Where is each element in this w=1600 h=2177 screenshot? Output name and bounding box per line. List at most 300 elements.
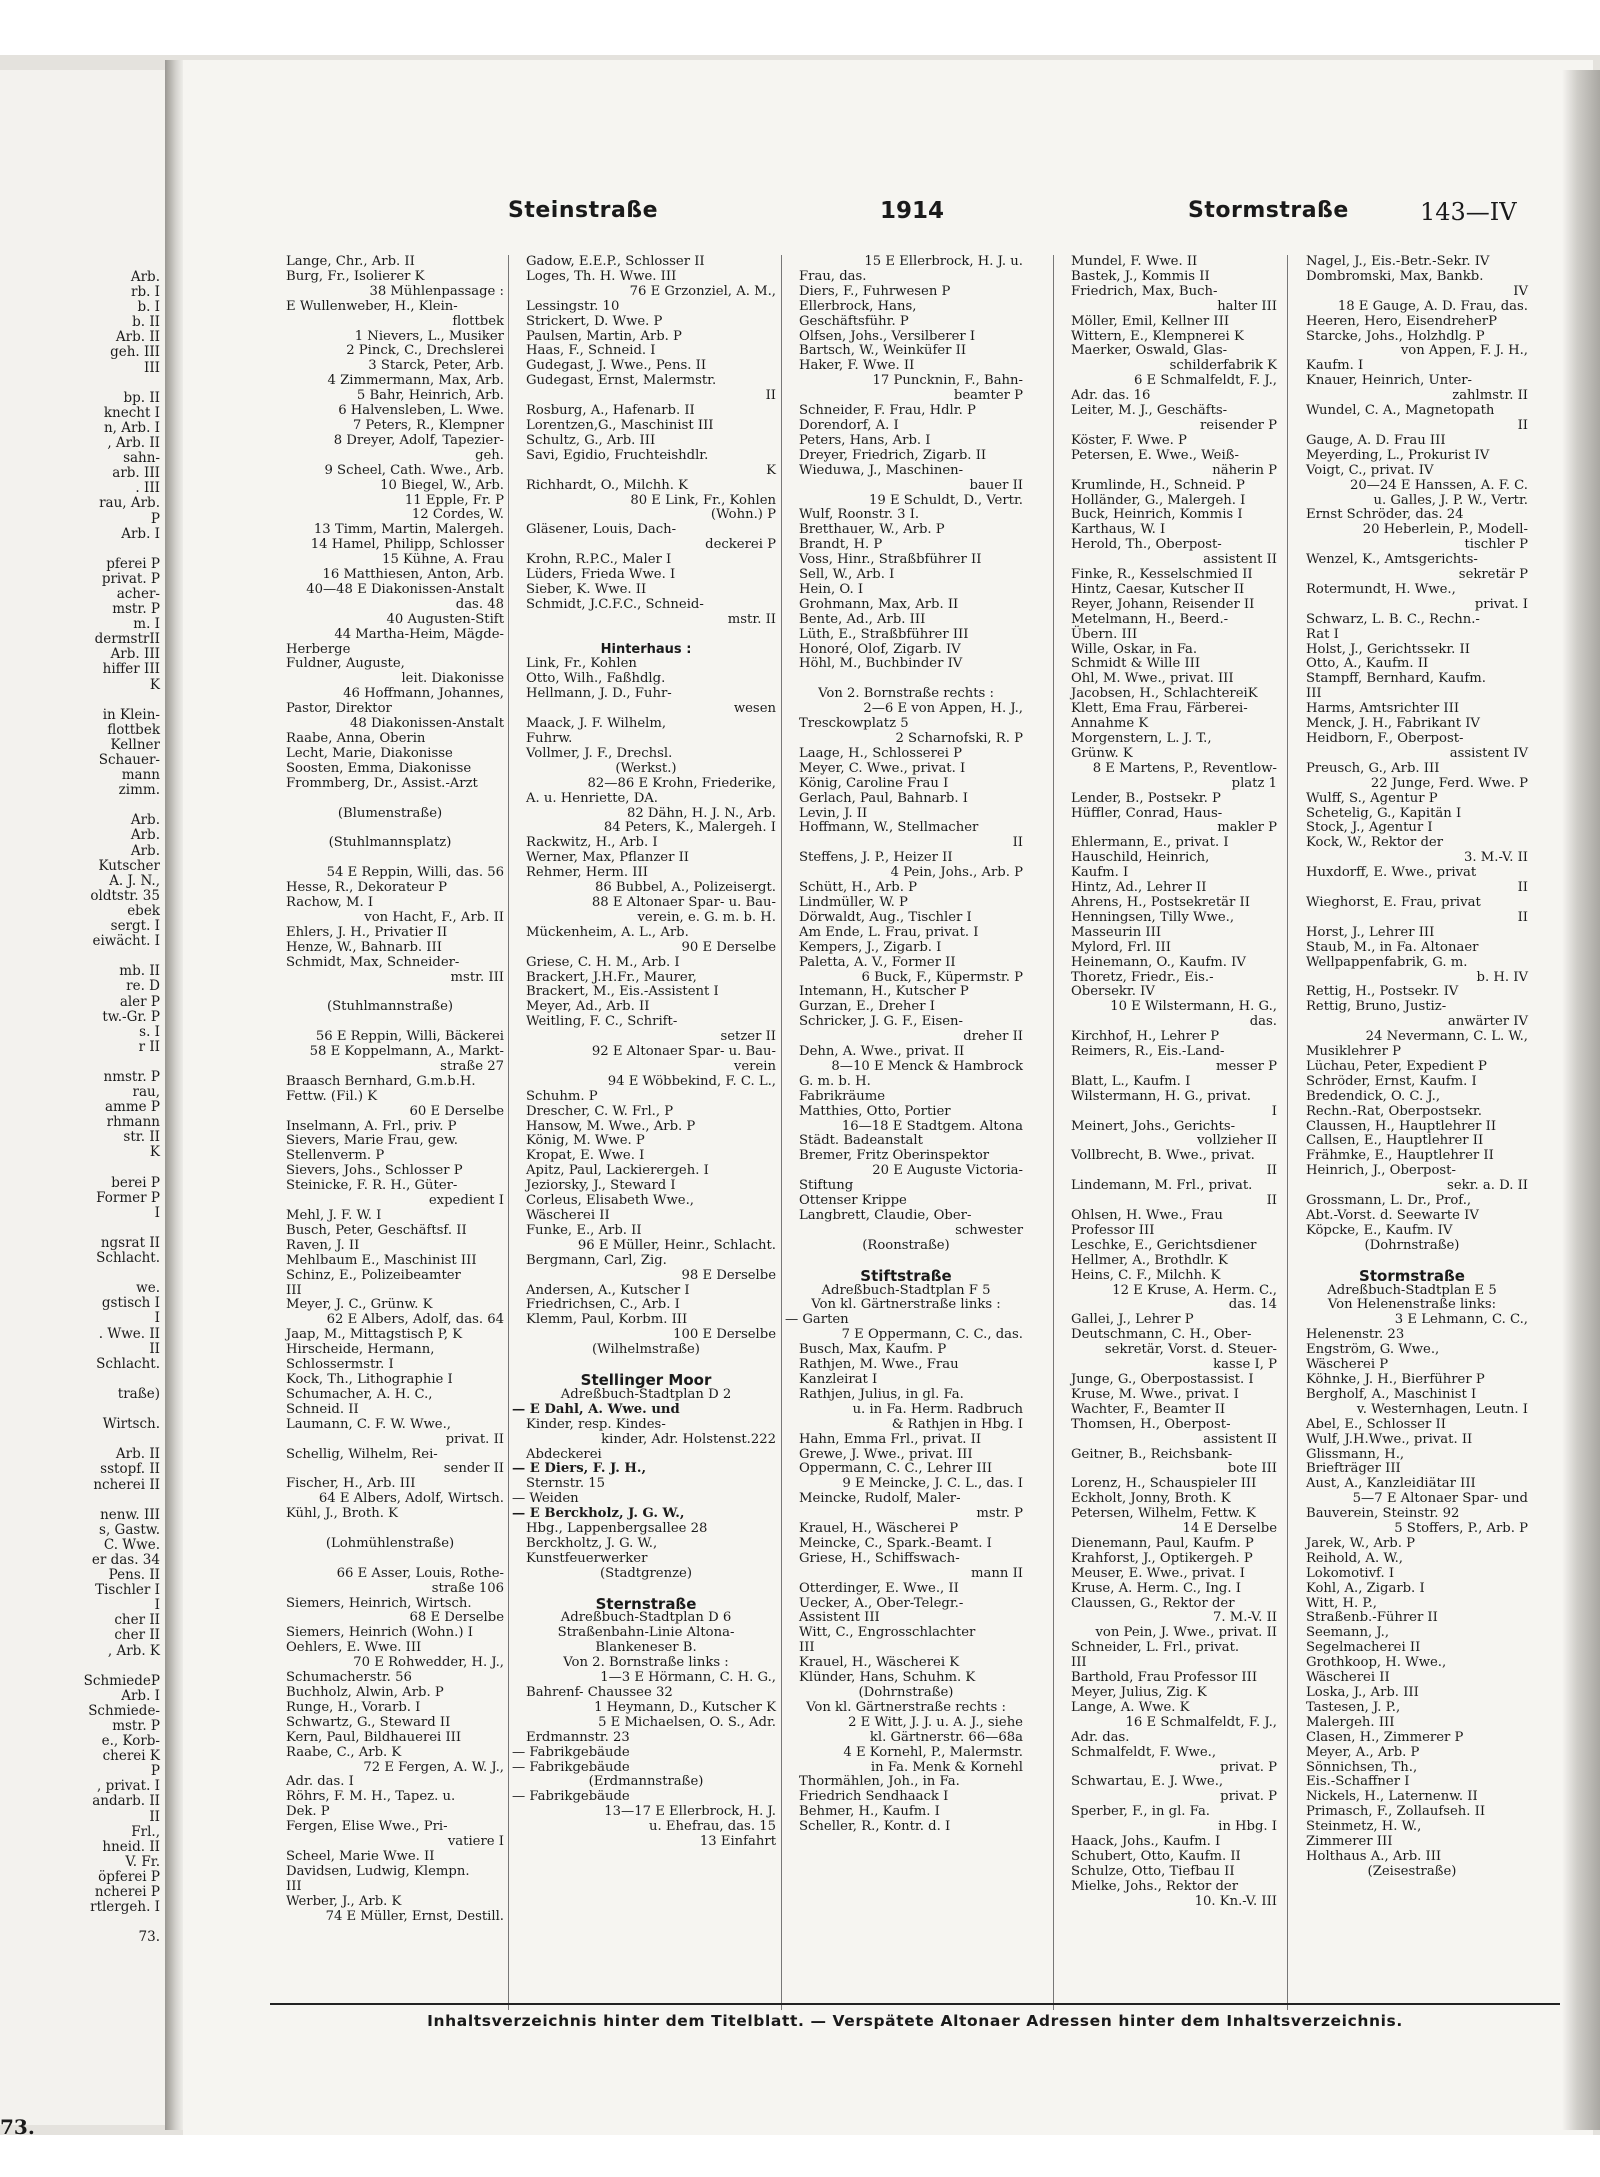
left-page-line: SchmiedeP (83, 1672, 160, 1689)
street-subheading: (Stuhlmannstraße) (326, 999, 454, 1015)
left-page-line: rau, (132, 1084, 160, 1101)
directory-entry-line: Diers, F., Fuhrwesen P (799, 283, 951, 299)
directory-entry-line: privat. P (1220, 1789, 1277, 1805)
left-page-line: flottbek (107, 721, 160, 738)
left-page-line: II (149, 1340, 160, 1357)
directory-entry-line: Heeren, Hero, EisendreherP (1306, 313, 1497, 329)
directory-entry-line: Straßenb.-Führer II (1306, 1610, 1438, 1626)
directory-entry-line: 6 Halvensleben, L. Wwe. (338, 403, 504, 419)
left-page-line (0, 1432, 160, 1447)
directory-entry-line: Möller, Emil, Kellner III (1071, 313, 1230, 329)
directory-entry-line: Wieghorst, E. Frau, privat (1306, 894, 1481, 910)
directory-entry-line: Fabrikräume (799, 1088, 886, 1104)
directory-entry-line: Wäscherei P (1306, 1357, 1389, 1373)
directory-entry-line: 16—18 E Stadtgem. Altona (841, 1118, 1023, 1134)
directory-entry-line: III (1071, 1655, 1087, 1671)
directory-entry-line: sekretär, Vorst. d. Steuer- (1104, 1342, 1277, 1358)
directory-entry-line: Röhrs, F. M. H., Tapez. u. (286, 1789, 456, 1805)
left-page-line (0, 1915, 160, 1930)
directory-entry-line: Brackert, J.H.Fr., Maurer, (526, 969, 697, 985)
directory-entry-line: Metelmann, H., Beerd.- (1071, 611, 1229, 627)
directory-entry-line: Dreyer, Friedrich, Zigarb. II (799, 447, 987, 463)
directory-entry-line: 98 E Derselbe (681, 1267, 776, 1283)
left-page-line: Schlacht. (96, 1250, 160, 1267)
directory-entry-line: Knauer, Heinrich, Unter- (1306, 373, 1473, 389)
left-page-line (0, 1221, 160, 1236)
directory-entry-line: Schinz, E., Polizeibeamter (286, 1267, 461, 1283)
directory-entry-line: Sell, W., Arb. I (799, 567, 895, 583)
directory-entry-line: Jarek, W., Arb. P (1306, 1535, 1415, 1551)
left-page-line: traße) (117, 1385, 160, 1402)
directory-entry-line: Lorenz, H., Schauspieler III (1071, 1476, 1257, 1492)
directory-entry-line: Raabe, C., Arb. K (286, 1744, 402, 1760)
directory-entry-line: Loska, J., Arb. III (1306, 1685, 1419, 1700)
directory-entry-line: halter III (1217, 298, 1277, 314)
street-subheading: Adreßbuch-Stadtplan E 5 (1327, 1282, 1497, 1298)
directory-entry-line: Am Ende, L. Frau, privat. I (799, 924, 979, 940)
left-page-line (0, 1266, 160, 1281)
directory-entry-line: Meinert, Johs., Gerichts- (1071, 1118, 1236, 1134)
directory-entry-line: kasse I, P (1213, 1357, 1277, 1373)
directory-entry-line: Tresckowplatz 5 (799, 716, 909, 732)
directory-entry-line: Raabe, Anna, Oberin (286, 731, 426, 746)
left-page-line: sahn- (123, 450, 160, 467)
left-page-line: Arb. (130, 269, 160, 285)
directory-entry-line: Leiter, M. J., Geschäfts- (1071, 403, 1228, 419)
directory-entry-line: — E Berckholz, J. G. W., (512, 1506, 685, 1522)
directory-entry-line: Barthold, Frau Professor III (1071, 1670, 1258, 1686)
left-page-line: knecht I (103, 404, 160, 421)
directory-entry-line: Inselmann, A. Frl., priv. P (286, 1118, 457, 1134)
directory-entry-line: Fettw. (Fil.) K (286, 1088, 378, 1104)
directory-entry-line: beamter P (953, 388, 1023, 404)
directory-entry-line: A. u. Henriette, DA. (526, 790, 658, 806)
street-subheading: (Blumenstraße) (337, 805, 443, 821)
directory-entry-line: Dombromski, Max, Bankb. (1306, 268, 1484, 284)
directory-entry-line: Schwarz, L. B. C., Rechn.- (1306, 611, 1480, 627)
street-subheading: Adreßbuch-Stadtplan D 6 (560, 1610, 732, 1626)
directory-entry-line: Griese, C. H. M., Arb. I (526, 954, 680, 970)
left-page-line: re. D (126, 978, 160, 995)
directory-entry-line: schwester (955, 1222, 1023, 1238)
directory-entry-line: 3. M.-V. II (1464, 850, 1528, 866)
directory-entry-line: 11 Epple, Fr. P (404, 492, 504, 508)
directory-entry-line: 96 E Müller, Heinr., Schlacht. (577, 1237, 776, 1253)
directory-entry-line: Hansow, M. Wwe., Arb. P (526, 1118, 696, 1134)
directory-entry-line: Wäscherei II (1306, 1670, 1390, 1686)
street-subheading: (Roonstraße) (862, 1237, 950, 1253)
book-gutter (165, 60, 183, 2130)
left-page-line: cher II (114, 1612, 160, 1629)
directory-entry-line: Siemers, Heinrich, Wirtsch. (286, 1595, 472, 1611)
left-page-line: andarb. II (92, 1793, 160, 1810)
directory-entry-line: Harms, Amtsrichter III (1306, 701, 1460, 717)
directory-entry-line: Lindemann, M. Frl., privat. (1071, 1178, 1253, 1194)
left-page-line: Arb. II (115, 329, 160, 346)
left-page-line: s, Gastw. (99, 1521, 160, 1538)
directory-entry-line: 18 E Gauge, A. D. Frau, das. (1337, 298, 1528, 314)
directory-entry-line: Schumacher, A. H. C., (286, 1386, 433, 1402)
left-page-line: I (154, 1310, 160, 1327)
directory-entry-line: 8—10 E Menck & Hambrock (831, 1058, 1023, 1074)
directory-entry-line: Intemann, H., Kutscher P (799, 984, 969, 1000)
left-page-line: Schlacht. (96, 1355, 160, 1372)
directory-entry-line: Staub, M., in Fa. Altonaer (1306, 939, 1479, 955)
left-page-line: V. Fr. (125, 1853, 160, 1870)
directory-entry-line: — E Diers, F. J. H., (512, 1461, 647, 1477)
directory-entry-line: Kruse, A. Herm. C., Ing. I (1071, 1580, 1241, 1596)
directory-entry-line: Zimmerer III (1306, 1834, 1393, 1850)
left-page-line: sstopf. II (100, 1461, 160, 1478)
directory-entry-line: Grothkoop, H. Wwe., (1306, 1655, 1447, 1671)
directory-entry-line: Schmidt, J.C.F.C., Schneid- (526, 596, 704, 612)
directory-entry-line: Drescher, C. W. Frl., P (526, 1103, 674, 1119)
directory-entry-line (272, 985, 508, 1000)
left-page-line: bp. II (123, 389, 160, 406)
directory-entry-line: Wieduwa, J., Maschinen- (799, 462, 964, 478)
directory-entry-line: 15 Kühne, A. Frau (382, 552, 504, 568)
directory-entry-line: 5 E Michaelsen, O. S., Adr. (598, 1714, 776, 1730)
directory-entry-line: 66 E Asser, Louis, Rothe- (336, 1565, 504, 1581)
street-subheading: (Zeisestraße) (1367, 1863, 1457, 1879)
directory-entry-line: 68 E Derselbe (409, 1610, 504, 1626)
left-page-line: I (154, 1204, 160, 1221)
directory-entry-line: (Wohn.) P (710, 507, 776, 523)
street-subheading: (Dohrnstraße) (1364, 1237, 1460, 1253)
directory-entry-line: Bastek, J., Kommis II (1071, 268, 1210, 284)
directory-entry-line: Starcke, Johs., Holzhdlg. P (1306, 328, 1485, 344)
directory-entry-line: Gläsener, Louis, Dach- (526, 522, 677, 538)
directory-entry-line: Schmidt, Max, Schneider- (286, 954, 460, 970)
directory-entry-line: straße 106 (431, 1580, 504, 1596)
directory-entry-line: 14 E Derselbe (1182, 1521, 1277, 1537)
directory-entry-line: Finke, R., Kesselschmied II (1071, 567, 1253, 583)
directory-entry-line: Friedrich Sendhaack I (799, 1789, 949, 1805)
directory-entry-line: Wulf, Roonstr. 3 I. (799, 507, 920, 523)
directory-entry-line: Meincke, Rudolf, Maler- (799, 1491, 961, 1507)
directory-entry-line: 62 E Albers, Adolf, das. 64 (326, 1312, 504, 1328)
directory-entry-line: 3 E Lehmann, C. C., (1394, 1312, 1528, 1328)
directory-entry-line: Köpcke, E., Kaufm. IV (1306, 1222, 1453, 1238)
directory-entry-line: bauer II (969, 477, 1023, 493)
directory-entry-line: mstr. P (976, 1506, 1023, 1522)
directory-entry-line: Lange, A. Wwe. K (1071, 1699, 1190, 1715)
left-page-line: dermstrII (94, 631, 160, 648)
directory-entry-line: 4 Zimmermann, Max, Arb. (327, 373, 504, 389)
directory-entry-line: Krumlinde, H., Schneid. P (1071, 477, 1245, 493)
directory-entry-line: Hbg., Lappenbergsallee 28 (526, 1521, 708, 1537)
directory-entry-line: Städt. Badeanstalt (799, 1133, 923, 1149)
directory-entry-line: zahlmstr. II (1452, 388, 1528, 404)
directory-entry-line: 40—48 E Diakonissen-Anstalt (306, 581, 504, 597)
directory-entry-line: Schneider, F. Frau, Hdlr. P (799, 403, 976, 419)
directory-entry-line: II (1012, 835, 1023, 851)
directory-entry-line: 8 Dreyer, Adolf, Tapezier- (333, 432, 504, 448)
directory-entry-line: Jeziorsky, J., Steward I (526, 1178, 676, 1194)
left-page-line: str. II (123, 1129, 160, 1146)
left-page-line: Frl., (131, 1823, 160, 1840)
directory-entry-line: Levin, J. II (799, 805, 868, 821)
left-page-line: Tischler I (95, 1582, 160, 1599)
left-page-line: e., Korb- (101, 1733, 160, 1750)
header-year: 1914 (880, 198, 945, 224)
directory-entry-line: von Hacht, F., Arb. II (364, 909, 504, 925)
directory-entry-line: Hahn, Emma Frl., privat. II (799, 1431, 982, 1447)
column-divider (1053, 255, 1054, 2010)
directory-entry-line: Runge, H., Vorarb. I (286, 1699, 421, 1715)
left-page-line: n, Arb. I (103, 419, 160, 436)
directory-entry-line: Otto, A., Kaufm. II (1306, 656, 1429, 672)
directory-entry-line: Oppermann, C. C., Lehrer III (799, 1461, 993, 1477)
directory-entry-line: Mehlbaum E., Maschinist III (286, 1252, 477, 1268)
directory-entry-line: Professor III (1071, 1222, 1155, 1238)
directory-entry-line: Matthies, Otto, Portier (799, 1103, 951, 1119)
directory-entry-line: Meyer, A., Arb. P (1306, 1744, 1420, 1760)
directory-entry-line: 100 E Derselbe (673, 1327, 776, 1343)
directory-entry-line: Annahme K (1071, 716, 1149, 732)
left-page-line: amme P (104, 1099, 160, 1116)
directory-entry-line: verein, e. G. m. b. H. (637, 909, 776, 925)
directory-entry-line: Rehmer, Herm. III (526, 865, 648, 881)
left-page-line: II (149, 1808, 160, 1825)
directory-entry-line: Griese, H., Schiffswach- (799, 1550, 960, 1566)
directory-entry-line: Friedrich, Max, Buch- (1071, 283, 1218, 299)
street-subheading: (Lohmühlenstraße) (325, 1535, 455, 1551)
directory-entry-line: 2 Scharnofski, R. P (895, 731, 1023, 746)
directory-entry-line: Schwartz, G., Steward II (286, 1714, 451, 1730)
directory-entry-line (272, 1552, 508, 1567)
directory-entry-line: Kock, W., Rektor der (1306, 835, 1444, 851)
directory-entry-line: Frau, das. (799, 268, 867, 284)
page-footer-note: Inhaltsverzeichnis hinter dem Titelblatt. — Verspätete Altonaer Adressen hinter dem Inhaltsverzeichnis. (427, 2012, 1403, 2030)
directory-entry-line: Bauverein, Steinstr. 92 (1306, 1506, 1460, 1522)
left-page-line (0, 542, 160, 557)
directory-entry-line: Link, Fr., Kohlen (526, 656, 637, 672)
directory-entry-line: Lorentzen,G., Maschinist III (526, 417, 714, 433)
directory-entry-line: Maerker, Oswald, Glas- (1071, 343, 1228, 359)
left-page-line: Arb. I (121, 525, 160, 542)
directory-entry-line: Deutschmann, C. H., Ober- (1071, 1327, 1252, 1343)
left-page-line: mb. II (119, 963, 160, 980)
directory-entry-line: Apitz, Paul, Lackierergeh. I (526, 1163, 709, 1179)
left-page-line: I (154, 1597, 160, 1614)
directory-entry-line: Thoretz, Friedr., Eis.- (1071, 969, 1214, 985)
directory-entry-line: Voigt, C., privat. IV (1306, 462, 1434, 478)
directory-entry-line: Übern. III (1071, 626, 1138, 642)
directory-entry-line: Meyerding, L., Prokurist IV (1306, 447, 1490, 463)
directory-entry-line: Kohl, A., Zigarb. I (1306, 1580, 1425, 1596)
directory-entry-line (512, 628, 780, 643)
directory-entry-line: Horst, J., Lehrer III (1306, 924, 1435, 940)
directory-entry-line: 10 E Wilstermann, H. G., (1110, 999, 1277, 1015)
left-page-line: cher II (114, 1627, 160, 1644)
directory-entry-line: Peters, Hans, Arb. I (799, 432, 931, 448)
directory-entry-line: Richhardt, O., Milchh. K (526, 477, 688, 493)
directory-entry-line: Kruse, M. Wwe., privat. I (1071, 1386, 1239, 1402)
directory-entry-line: von Appen, F. J. H., (1400, 343, 1528, 359)
directory-entry-line: III (286, 1282, 302, 1298)
street-subheading: Von Helenenstraße links: (1327, 1297, 1497, 1313)
directory-entry-line: 7 Peters, R., Klempner (352, 417, 504, 433)
directory-entry-line (272, 1015, 508, 1030)
directory-entry-line: Kunstfeuerwerker (526, 1550, 648, 1566)
left-page-line: Former P (96, 1189, 160, 1206)
directory-entry-line: Wachter, F., Beamter II (1071, 1401, 1226, 1417)
street-subheading: (Erdmannstraße) (588, 1774, 704, 1790)
directory-entry-line: expedient I (428, 1193, 504, 1209)
directory-entry-line: Eis.-Schaffner I (1306, 1774, 1410, 1790)
directory-entry-line: IV (1513, 283, 1528, 299)
directory-entry-line: Brandt, H. P (799, 537, 883, 553)
directory-entry-line: leit. Diakonisse (401, 671, 504, 687)
directory-entry-line: Sievers, Johs., Schlosser P (286, 1163, 463, 1179)
left-page-line: Arb. (130, 842, 160, 859)
directory-entry-line: Hein, O. I (799, 581, 864, 597)
directory-entry-line: Krohn, R.P.C., Maler I (526, 552, 672, 568)
street-heading: Hinterhaus : (600, 641, 692, 657)
directory-entry-line: II (1517, 909, 1528, 925)
directory-entry-line: 1 Nievers, L., Musiker (354, 328, 504, 344)
directory-entry-line: 24 Nevermann, C. L. W., (1365, 1029, 1528, 1045)
directory-entry-line: 5—7 E Altonaer Spar- und (1352, 1491, 1528, 1507)
directory-entry-line: Hauschild, Heinrich, (1071, 850, 1210, 866)
left-page-line: nenw. III (100, 1506, 160, 1523)
directory-entry-line: Strickert, D. Wwe. P (526, 313, 663, 329)
directory-entry-line: Holthaus A., Arb. III (1306, 1848, 1442, 1864)
directory-entry-line: Fergen, Elise Wwe., Pri- (286, 1819, 448, 1835)
directory-entry-line: 20 Heberlein, P., Modell- (1362, 522, 1528, 538)
directory-entry-line: — Garten (785, 1312, 849, 1328)
left-page-line: Pens. II (108, 1567, 160, 1584)
directory-entry-line: setzer II (720, 1029, 776, 1045)
directory-entry-line: assistent IV (1449, 745, 1528, 761)
directory-entry-line: Schellig, Wilhelm, Rei- (286, 1446, 438, 1462)
directory-entry-line: Geitner, B., Reichsbank- (1071, 1446, 1233, 1462)
directory-entry-line: 19 E Schuldt, D., Vertr. (869, 492, 1023, 508)
directory-entry-line: III (286, 1878, 302, 1894)
directory-entry-line: 70 E Rohwedder, H. J., (353, 1655, 504, 1671)
directory-entry-line: u. in Fa. Herm. Radbruch (852, 1401, 1023, 1417)
left-page-line: III (144, 359, 160, 376)
directory-entry-line: Lüders, Frieda Wwe. I (526, 567, 676, 583)
directory-entry-line: Steinmetz, H. W., (1306, 1819, 1422, 1835)
directory-entry-line: 7 E Oppermann, C. C., das. (841, 1327, 1023, 1343)
directory-entry-line: Bente, Ad., Arb. III (799, 611, 926, 627)
directory-entry-line: 22 Junge, Ferd. Wwe. P (1370, 775, 1528, 791)
directory-entry-line: Grünw. K (1071, 745, 1133, 761)
directory-entry-line: 4 E Kornehl, P., Malermstr. (843, 1744, 1023, 1760)
left-page-line (0, 1402, 160, 1417)
directory-column-5 (1292, 255, 1532, 1880)
street-subheading: (Werkst.) (615, 760, 677, 776)
directory-entry-line: Hoffmann, W., Stellmacher (799, 820, 979, 836)
directory-entry-line: Vollbrecht, B. Wwe., privat. (1071, 1148, 1255, 1164)
directory-entry-line: Werber, J., Arb. K (286, 1893, 402, 1909)
directory-entry-line: straße 27 (440, 1058, 504, 1074)
directory-entry-line: Leschke, E., Gerichtsdiener (1071, 1237, 1257, 1253)
directory-entry-line: Krauel, H., Wäscherei P (799, 1521, 959, 1537)
directory-entry-line: Uecker, A., Ober-Telegr.- (799, 1595, 964, 1611)
directory-entry-line: Krahforst, J., Optikergeh. P (1071, 1550, 1253, 1566)
directory-column-1 (272, 255, 508, 1925)
street-subheading: (Wilhelmstraße) (592, 1342, 700, 1358)
directory-entry-line: 13 Timm, Martin, Malergeh. (313, 522, 504, 538)
directory-entry-line: Stock, J., Agentur I (1306, 820, 1433, 836)
left-page-line: P (150, 1763, 160, 1780)
directory-entry-line (272, 792, 508, 807)
directory-entry-line: sekr. a. D. II (1447, 1178, 1528, 1194)
left-page-line: . Wwe. II (98, 1325, 160, 1342)
directory-entry-line: mann II (971, 1565, 1023, 1581)
directory-entry-line: Siemers, Heinrich (Wohn.) I (286, 1625, 473, 1641)
directory-entry-line: Thomsen, H., Oberpost- (1071, 1416, 1231, 1432)
directory-entry-line: Blatt, L., Kaufm. I (1071, 1073, 1191, 1089)
left-page-line: rau, Arb. (99, 495, 160, 512)
directory-entry-line: flottbek (452, 313, 504, 329)
footer-rule (270, 2003, 1560, 2005)
directory-entry-line: 2 Pinck, C., Drechslerei (346, 343, 504, 359)
left-page-line: Schauer- (98, 752, 160, 768)
directory-entry-line: platz 1 (1231, 775, 1277, 791)
directory-entry-line: Buck, Heinrich, Kommis I (1071, 507, 1243, 523)
directory-entry-line: Erdmannstr. 23 (526, 1729, 630, 1745)
directory-entry-line: Rettig, Bruno, Justiz- (1306, 999, 1447, 1015)
directory-entry-line: makler P (1217, 820, 1277, 836)
directory-entry-line: Steffens, J. P., Heizer II (799, 850, 953, 866)
directory-entry-line: 80 E Link, Fr., Kohlen (630, 492, 776, 508)
left-page-line: K (149, 676, 160, 693)
directory-entry-line: Lange, Chr., Arb. II (286, 254, 415, 269)
directory-entry-line: Dienemann, Paul, Kaufm. P (1071, 1535, 1254, 1551)
directory-entry-line: Lessingstr. 10 (526, 298, 620, 314)
left-page-line: cherei K (102, 1748, 160, 1765)
directory-entry-line: 13 Einfahrt (699, 1834, 776, 1850)
directory-entry-line: Schultz, G., Arb. III (526, 432, 656, 448)
directory-entry-line: 14 Hamel, Philipp, Schlosser (310, 537, 504, 553)
directory-entry-line: Corleus, Elisabeth Wwe., (526, 1193, 694, 1209)
directory-entry-line: das. (1249, 1014, 1277, 1030)
left-page-line (0, 1161, 160, 1176)
left-page-line: m. I (133, 616, 160, 633)
directory-entry-line: Wellpappenfabrik, G. m. (1306, 954, 1468, 970)
directory-column-3 (785, 255, 1027, 1835)
directory-entry-line: Mielke, Johs., Rektor der (1071, 1878, 1238, 1894)
left-page-line (0, 1372, 160, 1387)
directory-entry-line: Hirscheide, Hermann, (286, 1342, 435, 1358)
left-page-line: 73. (138, 1929, 160, 1946)
directory-entry-line: Hintz, Ad., Lehrer II (1071, 880, 1207, 896)
street-subheading: Von 2. Bornstraße rechts : (818, 686, 994, 702)
directory-entry-line: 20 E Auguste Victoria- (872, 1163, 1023, 1179)
left-page-line: ebek (127, 902, 160, 919)
header-page-number: 143—IV (1420, 198, 1517, 226)
directory-entry-line: Stampff, Bernhard, Kaufm. (1306, 671, 1486, 687)
directory-entry-line: in Fa. Menk & Kornehl (870, 1759, 1023, 1775)
directory-entry-line: assistent II (1203, 1431, 1277, 1447)
directory-entry-line: Schneider, L. Frl., privat. (1071, 1640, 1240, 1656)
directory-entry-line: mstr. III (450, 969, 504, 985)
left-page-line: Schmiede- (88, 1702, 160, 1719)
directory-entry-line: Lecht, Marie, Diakonisse (286, 745, 453, 761)
directory-entry-line: 12 E Kruse, A. Herm. C., (1112, 1282, 1277, 1298)
directory-entry-line: Meuser, E. Wwe., privat. I (1071, 1565, 1246, 1581)
directory-entry-line: Reyer, Johann, Reisender II (1071, 596, 1255, 612)
directory-entry-line: Bredendick, O. C. J., (1306, 1088, 1441, 1104)
directory-entry-line: Rackwitz, H., Arb. I (526, 835, 658, 851)
left-page-line: mann (121, 767, 160, 784)
directory-entry-line: 2 E Witt, J. J. u. A. J., siehe (848, 1714, 1023, 1730)
directory-entry-line: kl. Gärtnerstr. 66—68a (869, 1729, 1023, 1745)
